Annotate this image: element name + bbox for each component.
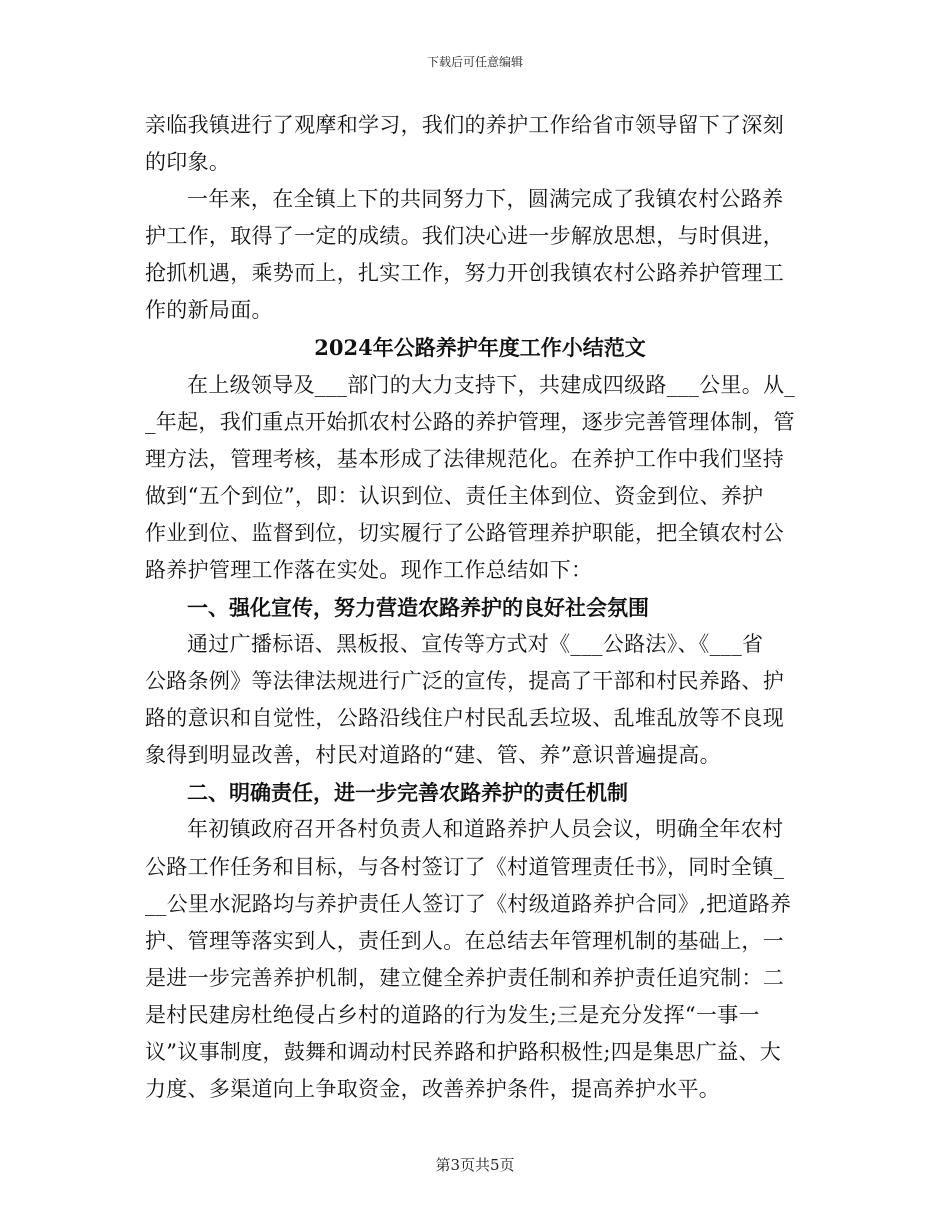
- text-line: _年起，我们重点开始抓农村公路的养护管理，逐步完善管理体制，管: [145, 409, 795, 434]
- paragraph: [145, 367, 815, 589]
- text-line: 公路工作任务和目标，与各村签订了《村道管理责任书》，同时全镇_: [145, 854, 785, 879]
- text-line: 抢抓机遇，乘势而上，扎实工作，努力开创我镇农村公路养护管理工: [145, 261, 784, 286]
- text-line: 2024年公路养护年度工作小结范文: [314, 335, 646, 361]
- paragraph: [145, 626, 815, 774]
- text-line: 公路条例》等法律法规进行广泛的宣传，提高了干部和村民养路、护: [145, 669, 784, 694]
- paragraph: [145, 811, 815, 1108]
- text-line: 二、明确责任，进一步完善农路养护的责任机制: [187, 780, 628, 806]
- text-line: 理方法，管理考核，基本形成了法律规范化。在养护工作中我们坚持: [145, 446, 784, 471]
- document-title: [145, 329, 815, 366]
- page-footer: 第3页共5页: [435, 1156, 515, 1174]
- text-line: 在上级领导及___部门的大力支持下，共建成四级路___公里。从_: [187, 372, 796, 397]
- text-line: 作的新局面。: [145, 298, 273, 323]
- text-line: 护工作，取得了一定的成绩。我们决心进一步解放思想，与时俱进，: [145, 224, 784, 249]
- text-line: 护、管理等落实到人，责任到人。在总结去年管理机制的基础上，一: [145, 928, 784, 953]
- text-line: 象得到明显改善，村民对道路的“建、管、养”意识普遍提高。: [145, 743, 721, 768]
- text-line: 力度、多渠道向上争取资金，改善养护条件，提高养护水平。: [145, 1077, 721, 1102]
- text-line: 一年来，在全镇上下的共同努力下，圆满完成了我镇农村公路养: [187, 187, 784, 212]
- text-line: 做到“五个到位”，即：认识到位、责任主体到位、资金到位、养护: [145, 483, 764, 508]
- page-header: 下载后可任意编辑: [426, 55, 523, 69]
- text-line: 亲临我镇进行了观摩和学习，我们的养护工作给省市领导留下了深刻: [145, 113, 784, 137]
- text-line: 议”议事制度，鼓舞和调动村民养路和护路积极性;四是集思广益、大: [145, 1039, 782, 1064]
- text-line: 一、强化宣传，努力营造农路养护的良好社会氛围: [187, 595, 649, 621]
- paragraph: [145, 107, 815, 181]
- text-line: 年初镇政府召开各村负责人和道路养护人员会议，明确全年农村: [187, 817, 784, 842]
- text-line: 的印象。: [145, 150, 231, 175]
- section-heading: [145, 774, 815, 811]
- section-heading: [145, 589, 815, 626]
- document-body: [145, 107, 815, 1108]
- text-line: 路的意识和自觉性，公路沿线住户村民乱丢垃圾、乱堆乱放等不良现: [145, 706, 784, 731]
- text-line: __公里水泥路均与养护责任人签订了《村级道路养护合同》,把道路养: [145, 891, 792, 916]
- text-line: 是村民建房杜绝侵占乡村的道路的行为发生;三是充分发挥“一事一: [145, 1002, 760, 1027]
- paragraph: [145, 181, 815, 329]
- text-line: 是进一步完善养护机制，建立健全养护责任制和养护责任追究制：二: [145, 965, 784, 990]
- text-line: 路养护管理工作落在实处。现作工作总结如下：: [145, 557, 593, 582]
- text-line: 通过广播标语、黑板报、宣传等方式对《___公路法》、《___省: [187, 632, 764, 657]
- text-line: 作业到位、监督到位，切实履行了公路管理养护职能，把全镇农村公: [145, 520, 784, 545]
